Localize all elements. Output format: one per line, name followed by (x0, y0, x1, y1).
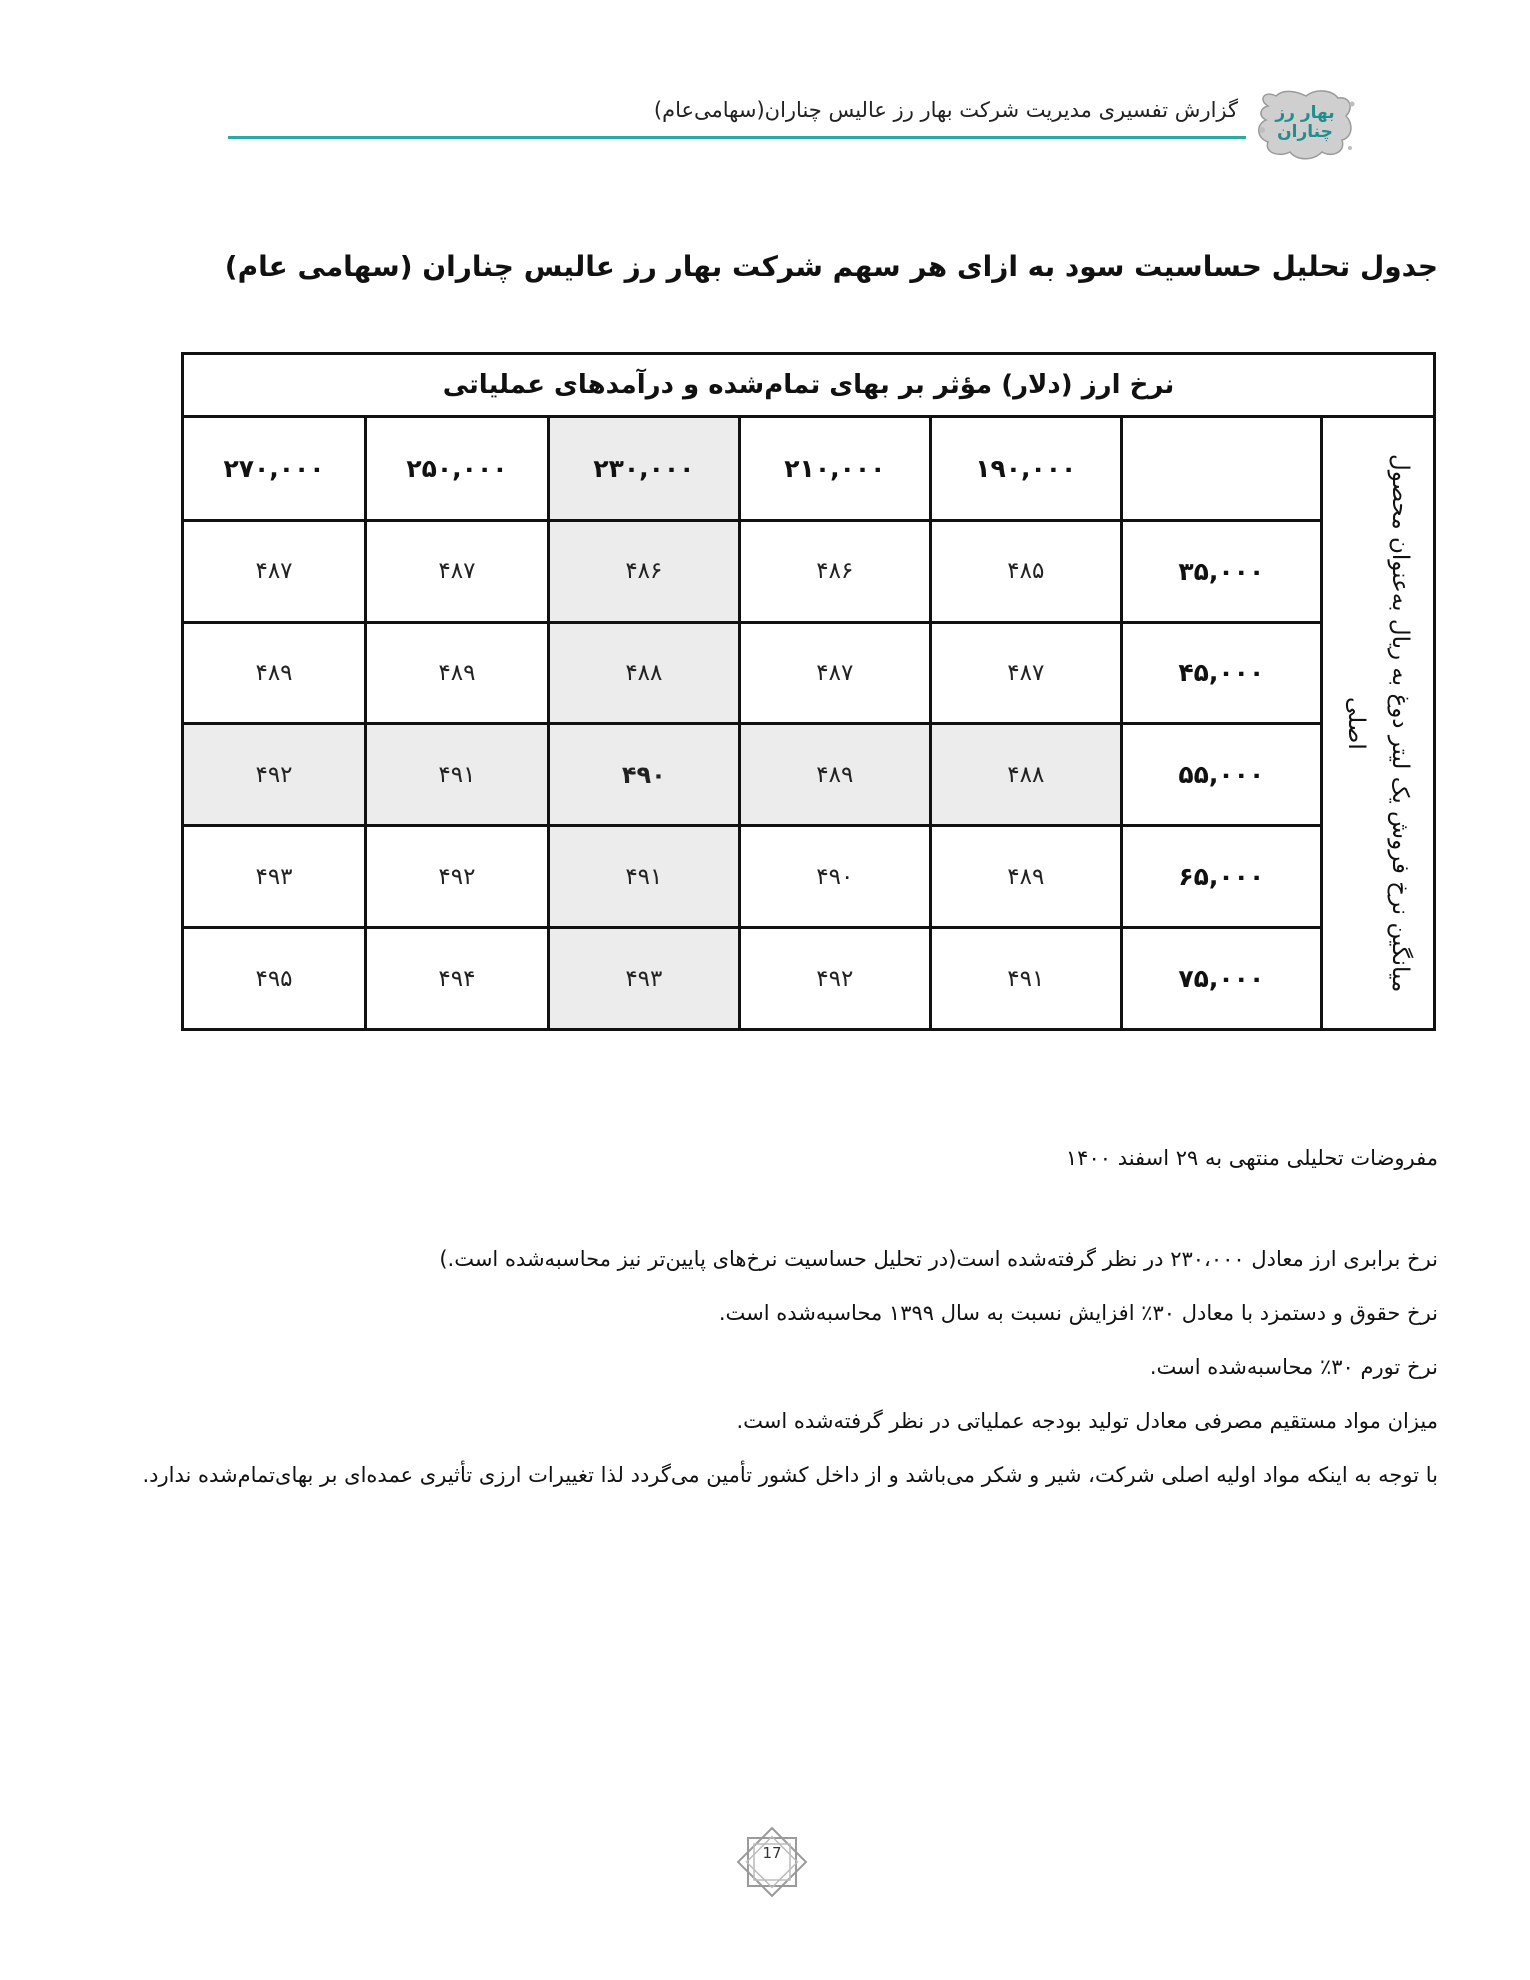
table-cell: ۴۸۷ (366, 520, 549, 622)
table-cell: ۴۹۱ (930, 928, 1121, 1030)
column-header: ۱۹۰,۰۰۰ (930, 416, 1121, 520)
table-cell: ۴۹۱ (366, 724, 549, 826)
table-row (183, 622, 1435, 724)
table-cell: ۴۹۴ (366, 928, 549, 1030)
assumption-line: میزان مواد مستقیم مصرفی معادل تولید بودجه عملیاتی در نظر گرفته‌شده است. (736, 1409, 1438, 1433)
assumption-line: با توجه به اینکه مواد اولیه اصلی شرکت، شیر و شکر می‌باشد و از داخل کشور تأمین می‌گردد لذا تغییرات ارزی تأثیری عمده‌ای بر بهای‌تمام‌شده ندارد. (142, 1463, 1438, 1487)
corner-cell (1121, 416, 1321, 520)
page-number-badge (732, 1822, 812, 1902)
column-header: ۲۳۰,۰۰۰ (548, 416, 739, 520)
row-header: ۴۵,۰۰۰ (1121, 622, 1321, 724)
table-cell: ۴۸۷ (183, 520, 366, 622)
table-cell: ۴۹۲ (366, 826, 549, 928)
ornament-star-icon (732, 1822, 812, 1902)
table-cell: ۴۹۲ (183, 724, 366, 826)
table-cell: ۴۸۹ (183, 622, 366, 724)
table-cell: ۴۸۷ (930, 622, 1121, 724)
table-title: جدول تحلیل حساسیت سود به ازای هر سهم شرکت بهار رز عالیس چناران (سهامی عام) (224, 250, 1438, 283)
column-header: ۲۷۰,۰۰۰ (183, 416, 366, 520)
table-cell: ۴۹۳ (548, 928, 739, 1030)
table-cell: ۴۸۹ (366, 622, 549, 724)
base-case-cell: ۴۹۰ (548, 724, 739, 826)
logo-wordmark: بهار رز چناران (1275, 103, 1335, 142)
row-header: ۶۵,۰۰۰ (1121, 826, 1321, 928)
page-number: 17 (762, 1844, 782, 1862)
report-header-title: گزارش تفسیری مدیریت شرکت بهار رز عالیس چناران(سهامی‌عام) (653, 98, 1238, 122)
table-row (183, 520, 1435, 622)
table-row-highlighted (183, 724, 1435, 826)
assumptions-heading: مفروضات تحلیلی منتهی به ۲۹ اسفند ۱۴۰۰ (1065, 1146, 1438, 1170)
table-cell: ۴۹۰ (739, 826, 930, 928)
row-header: ۵۵,۰۰۰ (1121, 724, 1321, 826)
table-cell: ۴۸۸ (930, 724, 1121, 826)
table-cell: ۴۸۹ (739, 724, 930, 826)
table-cell: ۴۹۳ (183, 826, 366, 928)
column-header: ۲۵۰,۰۰۰ (366, 416, 549, 520)
row-axis-label: میانگین نرخ فروش یک لیتر دوغ به ریال به‌عنوان محصول اصلی (1342, 453, 1413, 993)
table-row (183, 928, 1435, 1030)
table-cell: ۴۸۹ (930, 826, 1121, 928)
assumption-line: نرخ تورم ۳۰٪ محاسبه‌شده است. (1149, 1355, 1438, 1379)
table-cell: ۴۹۵ (183, 928, 366, 1030)
table-cell: ۴۸۸ (548, 622, 739, 724)
row-header: ۳۵,۰۰۰ (1121, 520, 1321, 622)
table-cell: ۴۹۲ (739, 928, 930, 1030)
row-header: ۷۵,۰۰۰ (1121, 928, 1321, 1030)
sensitivity-table (181, 352, 1436, 1031)
column-header: ۲۱۰,۰۰۰ (739, 416, 930, 520)
row-axis-cell (1321, 416, 1434, 1029)
assumption-line: نرخ برابری ارز معادل ۲۳۰،۰۰۰ در نظر گرفته‌شده است(در تحلیل حساسیت نرخ‌های پایین‌تر نیز محاسبه‌شده است.) (439, 1247, 1438, 1271)
table-cell: ۴۸۶ (548, 520, 739, 622)
table-cell: ۴۹۱ (548, 826, 739, 928)
table-cell: ۴۸۵ (930, 520, 1121, 622)
assumptions-section (138, 1146, 1438, 1502)
table-cell: ۴۸۷ (739, 622, 930, 724)
company-logo (1254, 86, 1358, 164)
header-rule (228, 136, 1246, 139)
table-caption: نرخ ارز (دلار) مؤثر بر بهای تمام‌شده و درآمدهای عملیاتی (183, 354, 1435, 417)
table-row (183, 826, 1435, 928)
table-cell: ۴۸۶ (739, 520, 930, 622)
assumption-line: نرخ حقوق و دستمزد با معادل ۳۰٪ افزایش نسبت به سال ۱۳۹۹ محاسبه‌شده است. (718, 1301, 1438, 1325)
